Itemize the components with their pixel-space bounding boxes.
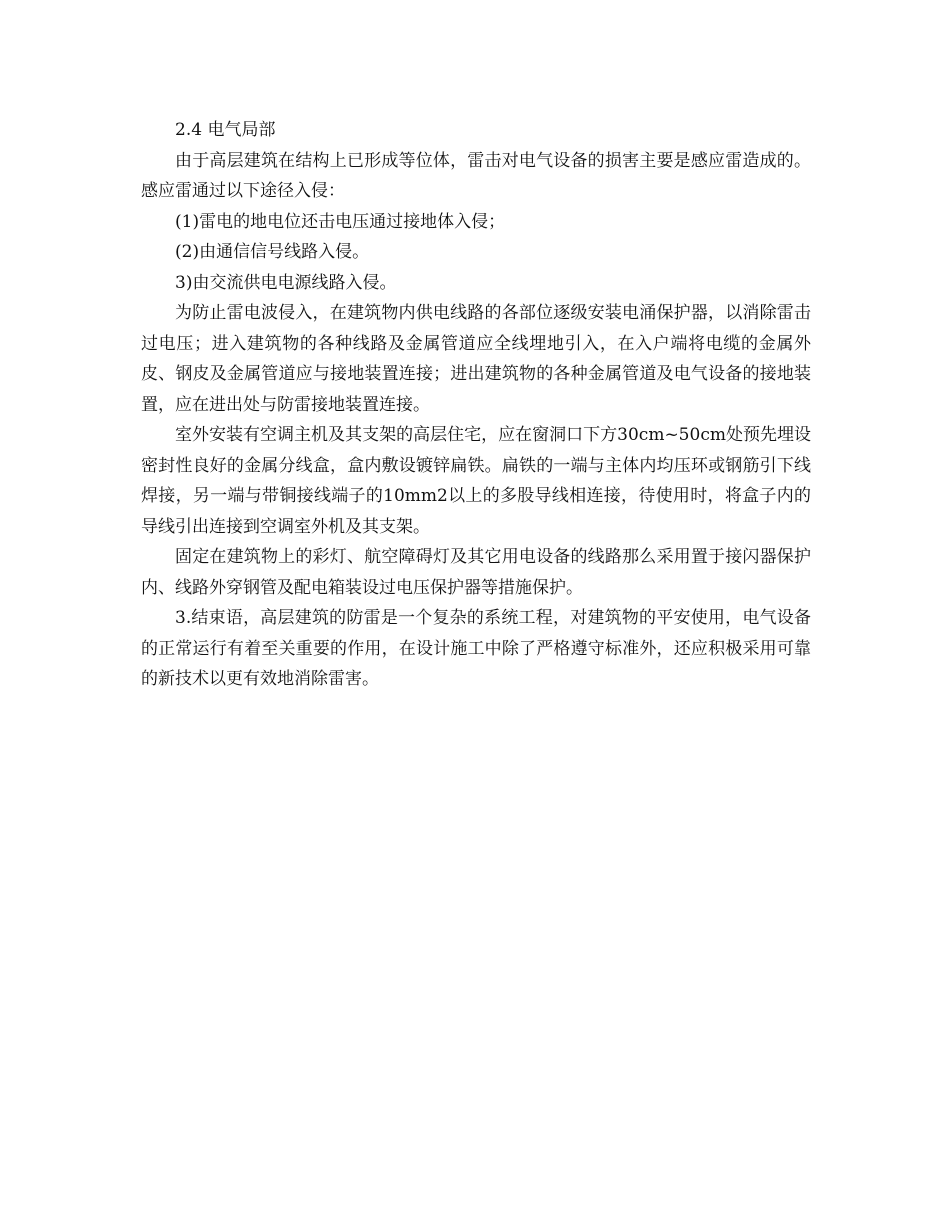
document-body [141, 115, 811, 695]
paragraph-lighting-equipment: 固定在建筑物上的彩灯、航空障碍灯及其它用电设备的线路那么采用置于接闪器保护内、线路外穿钢管及配电箱装设过电压保护器等措施保护。 [141, 547, 811, 598]
section-heading: 2.4 电气局部 [175, 120, 276, 140]
paragraph-intro: 由于高层建筑在结构上已形成等位体，雷击对电气设备的损害主要是感应雷造成的。感应雷通过以下途径入侵： [141, 150, 811, 201]
paragraph-conclusion: 3.结束语，高层建筑的防雷是一个复杂的系统工程，对建筑物的平安使用，电气设备的正常运行有着至关重要的作用，在设计施工中除了严格遵守标准外，还应积极采用可靠的新技术以更有效地消除雷害。 [141, 608, 811, 689]
list-item-3: 3)由交流供电电源线路入侵。 [175, 272, 397, 293]
list-item-1: (1)雷电的地电位还击电压通过接地体入侵； [175, 211, 506, 232]
paragraph-air-conditioner: 室外安装有空调主机及其支架的高层住宅，应在窗洞口下方30cm~50cm处预先埋设密封性良好的金属分线盒，盒内敷设镀锌扁铁。扁铁的一端与主体内均压环或钢筋引下线焊接，另一端与带铜接线端子的10mm2以上的多股导线相连接，待使用时，将盒子内的导线引出连接到空调室外机及其支架。 [141, 425, 811, 537]
list-item-2: (2)由通信信号线路入侵。 [175, 242, 370, 262]
paragraph-surge-protection: 为防止雷电波侵入，在建筑物内供电线路的各部位逐级安装电涌保护器，以消除雷击过电压；进入建筑物的各种线路及金属管道应全线埋地引入，在入户端将电缆的金属外皮、钢皮及金属管道应与接地装置连接；进出建筑物的各种金属管道及电气设备的接地装置，应在进出处与防雷接地装置连接。 [141, 303, 811, 415]
